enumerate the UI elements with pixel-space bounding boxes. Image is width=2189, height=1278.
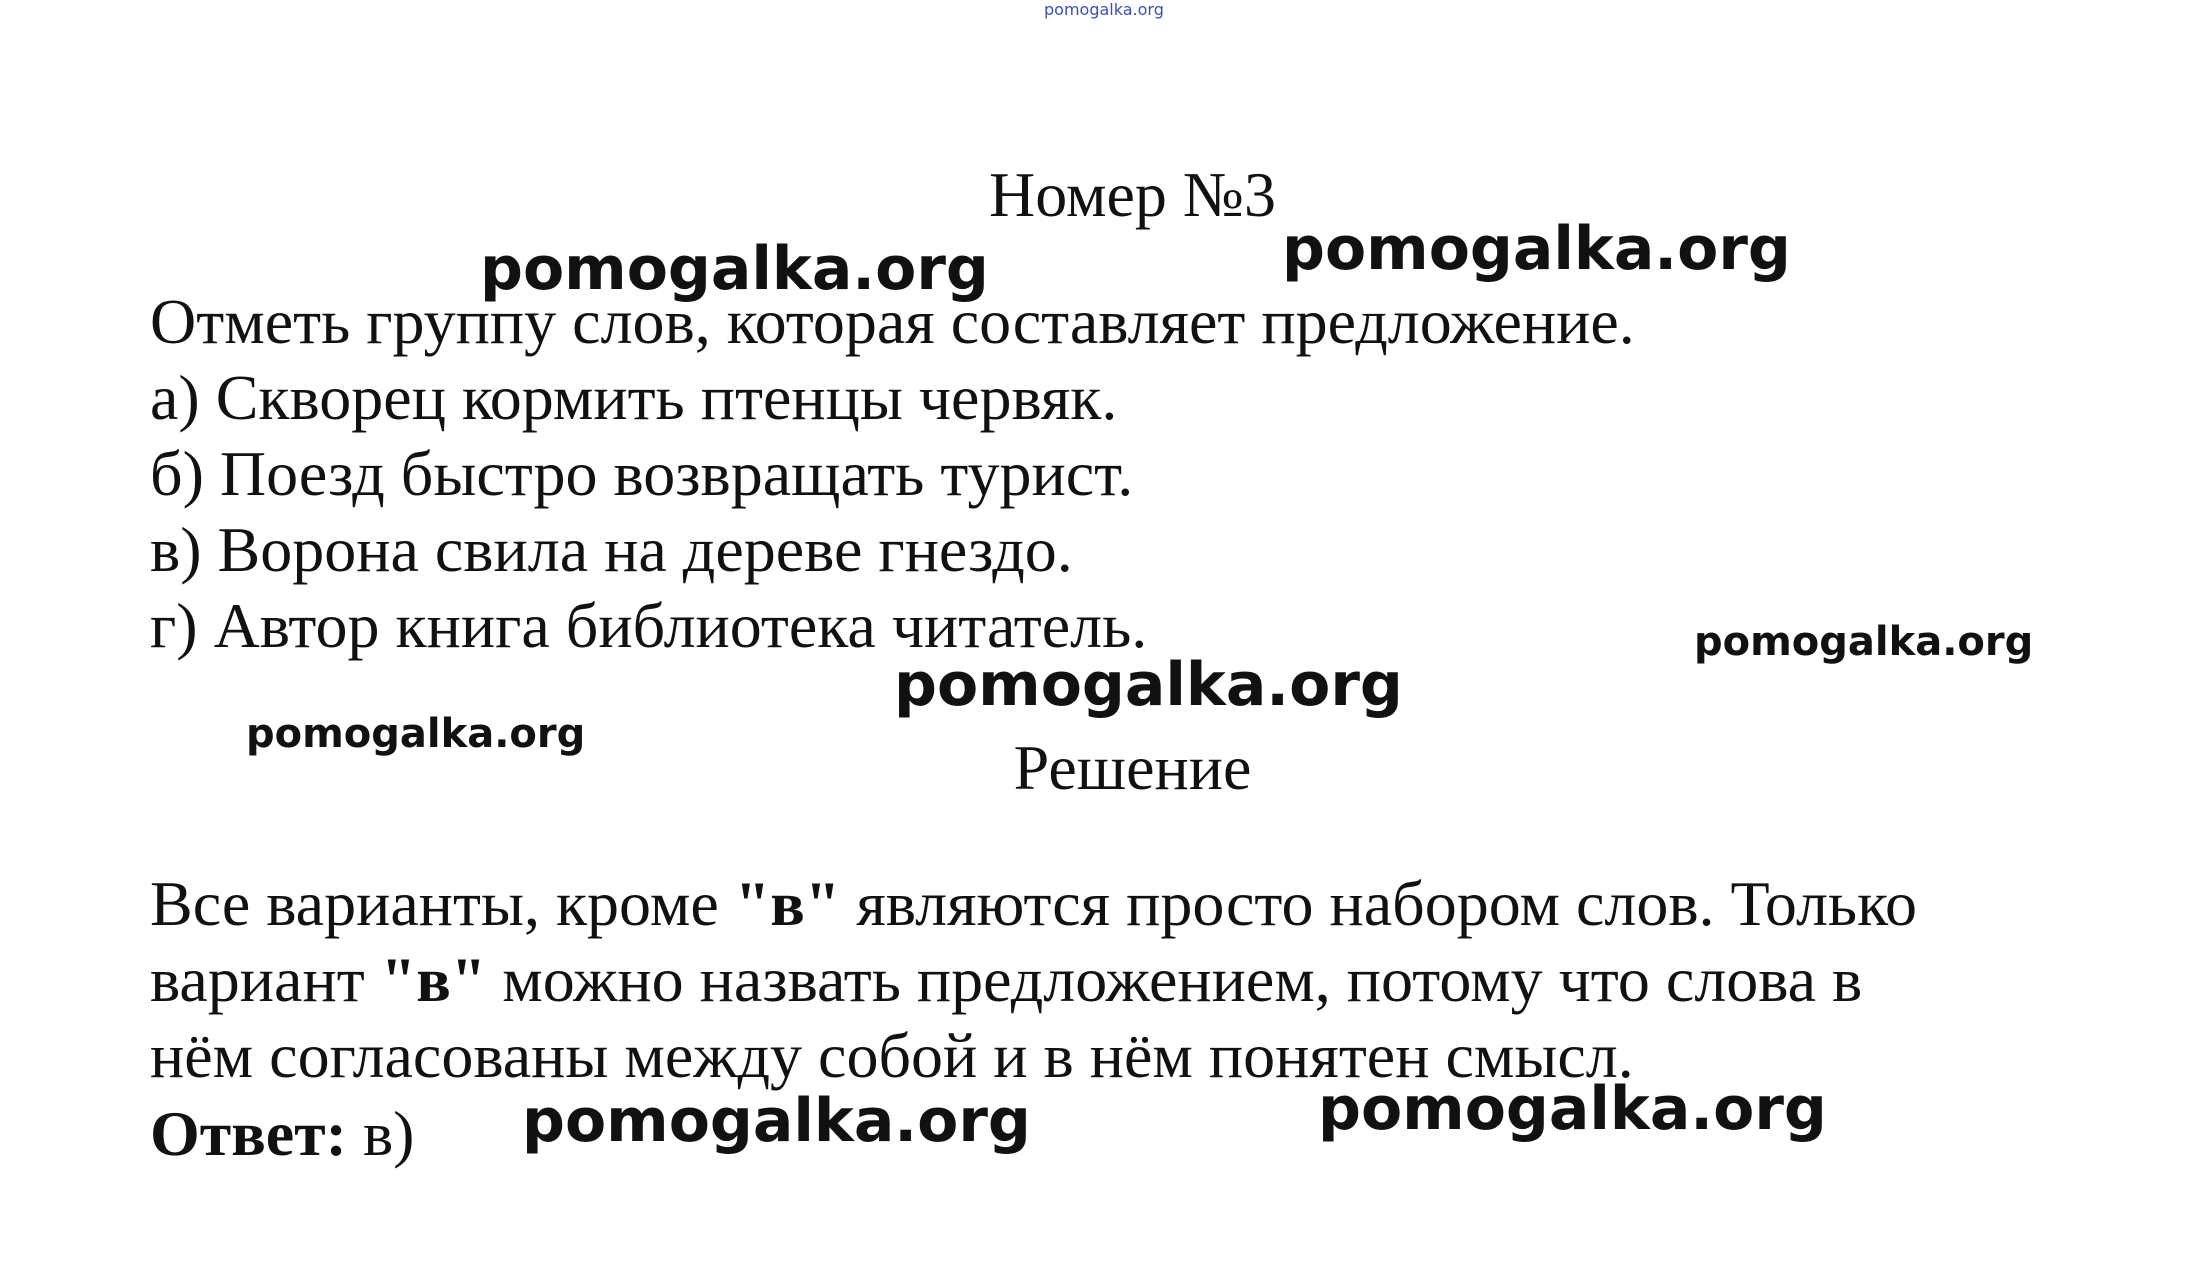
solution-text: можно назвать предложением, потому что слова в	[486, 944, 1863, 1015]
option-a: а) Скворец кормить птенцы червяк.	[150, 362, 1118, 433]
watermark: pomogalka.org	[246, 711, 586, 757]
solution-line-1	[150, 866, 1917, 942]
solution-text: Все варианты, кроме	[150, 868, 735, 939]
option-c: в) Ворона свила на дереве гнездо.	[150, 514, 1073, 585]
solution-quote: "в"	[380, 944, 487, 1015]
solution-heading: Решение	[1013, 732, 1252, 803]
watermark: pomogalka.org	[1282, 214, 1791, 284]
answer-line	[150, 1096, 414, 1172]
watermark: pomogalka.org	[1694, 619, 2034, 665]
solution-quote: "в"	[734, 868, 841, 939]
top-watermark: pomogalka.org	[1044, 0, 1164, 19]
solution-line-2	[150, 942, 1862, 1018]
watermark: pomogalka.org	[894, 650, 1403, 720]
option-d: г) Автор книга библиотека читатель.	[150, 590, 1148, 661]
watermark: pomogalka.org	[522, 1086, 1031, 1156]
option-b: б) Поезд быстро возвращать турист.	[150, 438, 1134, 509]
task-title: Номер №3	[989, 159, 1276, 230]
solution-line-3: нём согласованы между собой и в нём понятен смысл.	[150, 1020, 1634, 1091]
watermark: pomogalka.org	[480, 234, 989, 304]
answer-value: в)	[346, 1098, 415, 1169]
answer-label: Ответ:	[150, 1098, 347, 1169]
task-prompt: Отметь группу слов, которая составляет предложение.	[150, 286, 1635, 357]
solution-text: вариант	[150, 944, 381, 1015]
solution-text: являются просто набором слов. Только	[840, 868, 1917, 939]
watermark: pomogalka.org	[1318, 1074, 1827, 1144]
